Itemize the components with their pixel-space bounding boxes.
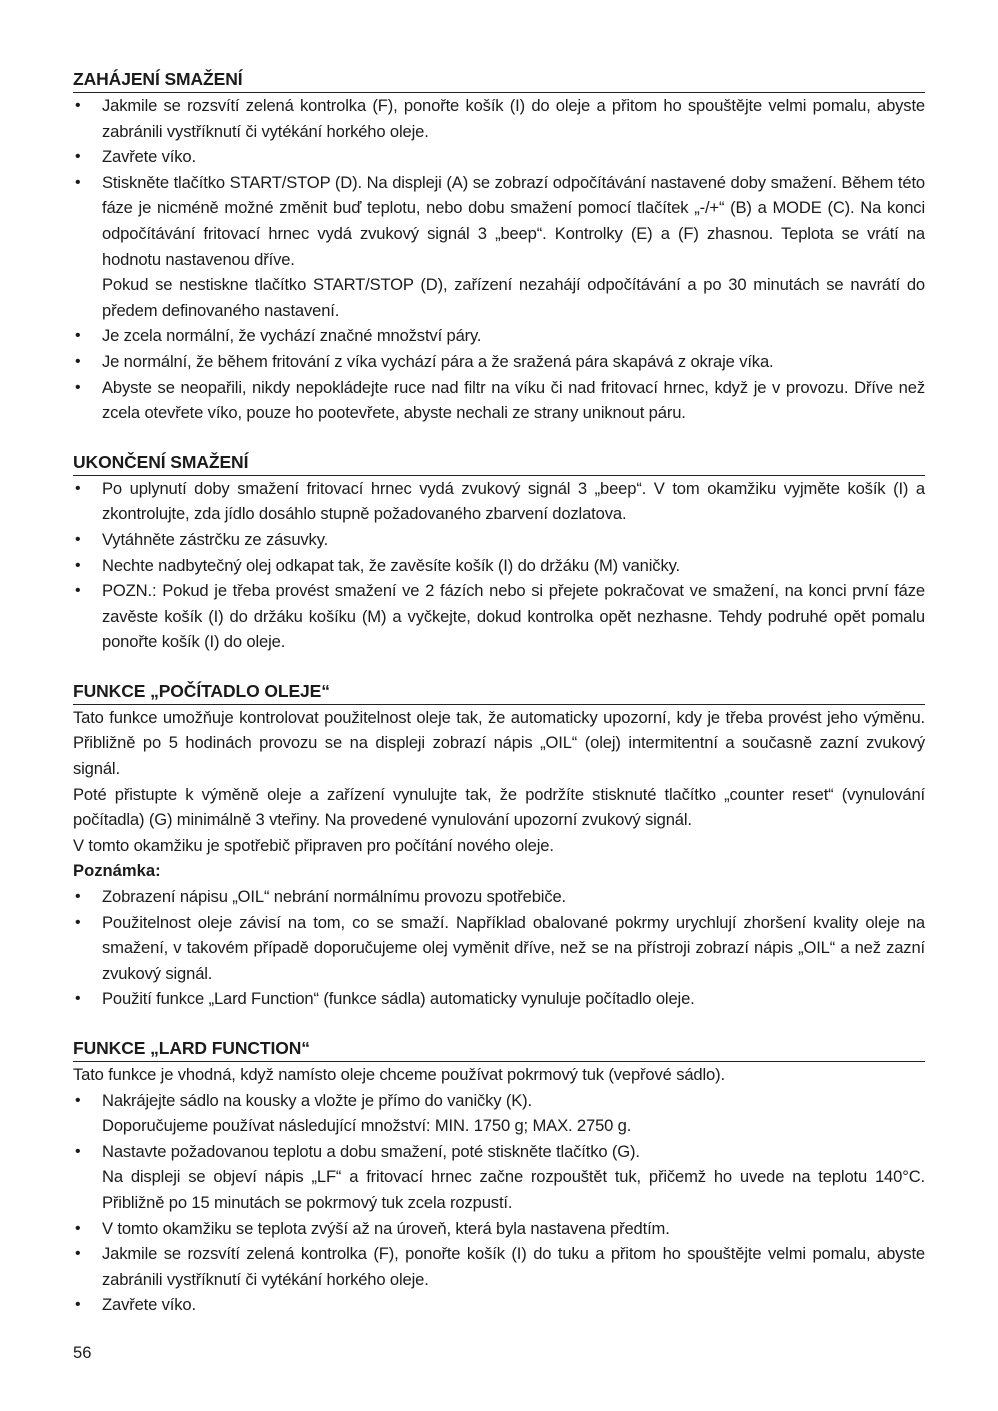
item-text: POZN.: Pokud je třeba provést smažení ve 2 fázích nebo si přejete pokračovat ve smažení, na konci první fáze zavěste košík (I) do držáku košíku (M) a vyčkejte, dokud kontrolka opět nezhasne. Tehdy podruhé opět pomalu ponořte košík (I) do oleje. (102, 581, 925, 652)
item-text: Pokud se nestiskne tlačítko START/STOP (D), zařízení nezahájí odpočítávání a po 30 minutách se navrátí do předem definovaného nastavení. (102, 275, 925, 320)
section-end-frying (73, 449, 925, 655)
item-text: Použití funkce „Lard Function“ (funkce sádla) automaticky vynuluje počítadlo oleje. (102, 989, 695, 1009)
note-title: Poznámka: (73, 861, 161, 881)
list-item (73, 986, 925, 1012)
item-text: Na displeji se objeví nápis „LF“ a fritovací hrnec začne rozpouštět tuk, přičemž ho uvede na teplotu 140°C. Přibližně po 15 minutách se pokrmový tuk zcela rozpustí. (102, 1167, 925, 1212)
item-text: Zavřete víko. (102, 147, 196, 167)
bullet-icon: • (75, 352, 81, 370)
bullet-icon: • (75, 1091, 81, 1109)
bullet-icon: • (75, 173, 81, 191)
bullet-icon: • (75, 378, 81, 396)
bullet-list (73, 1088, 925, 1318)
list-item (73, 527, 925, 553)
list-item (73, 1241, 925, 1292)
item-text: V tomto okamžiku se teplota zvýší až na úroveň, která byla nastavena předtím. (102, 1218, 670, 1238)
bullet-icon: • (75, 479, 81, 497)
bullet-icon: • (75, 913, 81, 931)
list-item (73, 375, 925, 426)
paragraph: Tato funkce je vhodná, když namísto oleje chceme používat pokrmový tuk (vepřové sádlo). (73, 1065, 725, 1084)
item-text: Vytáhněte zástrčku ze zásuvky. (102, 529, 329, 549)
item-text: Je zcela normální, že vychází značné množství páry. (102, 326, 482, 346)
bullet-icon: • (75, 990, 81, 1008)
paragraph: Tato funkce umožňuje kontrolovat použitelnost oleje tak, že automaticky upozorní, kdy je třeba provést jeho výměnu. Přibližně po 5 hodinách provozu se na displeji zobrazí nápis „OIL“ (olej) intermitentní a současně zazní zvukový signál. (73, 707, 925, 779)
bullet-icon: • (75, 327, 81, 345)
bullet-list (73, 884, 925, 1012)
section-oil-counter (73, 678, 925, 1012)
item-text: Jakmile se rozsvítí zelená kontrolka (F), ponořte košík (I) do oleje a přitom ho spouštějte velmi pomalu, abyste zabránili vystříknutí či vytékání horkého oleje. (102, 96, 925, 141)
page-content (73, 66, 925, 1318)
section-start-frying (73, 66, 925, 426)
bullet-icon: • (75, 1142, 81, 1160)
list-item (73, 1216, 925, 1242)
bullet-icon: • (75, 97, 81, 114)
section-heading: UKONČENÍ SMAŽENÍ (73, 449, 925, 476)
section-heading: FUNKCE „LARD FUNCTION“ (73, 1035, 925, 1062)
bullet-icon: • (75, 582, 81, 600)
item-text: Stiskněte tlačítko START/STOP (D). Na displeji (A) se zobrazí odpočítávání nastavené doby smažení. Během této fáze je nicméně možné změnit buď teplotu, nebo dobu smažení pomocí tlačítek „-/+“ (B) a MODE (C). Na konci odpočítávání fritovací hrnec vydá zvukový signál 3 „beep“. Kontrolky (E) a (F) zhasnou. Teplota se vrátí na hodnotu nastavenou dříve. (102, 172, 925, 269)
bullet-list (73, 476, 925, 655)
page-number: 56 (73, 1343, 92, 1362)
list-item (73, 553, 925, 579)
item-text: Je normální, že během fritování z víka vychází pára a že sražená pára skapává z okraje víka. (102, 351, 774, 371)
bullet-icon: • (75, 1245, 81, 1263)
section-heading: FUNKCE „POČÍTADLO OLEJE“ (73, 678, 925, 705)
item-text: Abyste se neopařili, nikdy nepokládejte ruce nad filtr na víku či nad fritovací hrnec, když je v provozu. Dříve než zcela otevřete víko, pouze ho pootevřete, abyste nechali ze strany uniknout páru. (102, 377, 925, 423)
list-item (73, 1139, 925, 1216)
list-item (73, 170, 925, 324)
section-lard-function (73, 1035, 925, 1318)
bullet-icon: • (75, 1296, 81, 1314)
item-text: Zavřete víko. (102, 1295, 196, 1315)
item-text: Zobrazení nápisu „OIL“ nebrání normálnímu provozu spotřebiče. (102, 887, 567, 907)
bullet-icon: • (75, 556, 81, 574)
list-item (73, 323, 925, 349)
item-text: Nechte nadbytečný olej odkapat tak, že zavěsíte košík (I) do držáku (M) vaničky. (102, 555, 680, 575)
list-item (73, 578, 925, 655)
bullet-icon: • (75, 888, 81, 906)
item-text: Doporučujeme používat následující množství: MIN. 1750 g; MAX. 2750 g. (102, 1116, 632, 1136)
bullet-icon: • (75, 530, 81, 548)
list-item (73, 1088, 925, 1139)
list-item (73, 910, 925, 987)
bullet-list (73, 93, 925, 426)
list-item (73, 144, 925, 170)
item-text: Nastavte požadovanou teplotu a dobu smažení, poté stiskněte tlačítko (G). (102, 1141, 640, 1161)
item-text: Jakmile se rozsvítí zelená kontrolka (F), ponořte košík (I) do tuku a přitom ho spouštějte velmi pomalu, abyste zabránili vystříknutí či vytékání horkého oleje. (102, 1244, 925, 1289)
item-text: Nakrájejte sádlo na kousky a vložte je přímo do vaničky (K). (102, 1090, 533, 1110)
list-item (73, 1292, 925, 1318)
bullet-icon: • (75, 148, 81, 166)
item-text: Po uplynutí doby smažení fritovací hrnec vydá zvukový signál 3 „beep“. V tom okamžiku vyjměte košík (I) a zkontrolujte, zda jídlo dosáhlo stupně požadovaného zbarvení dozlatova. (102, 478, 925, 524)
paragraph: V tomto okamžiku je spotřebič připraven pro počítání nového oleje. (73, 835, 554, 855)
section-heading: ZAHÁJENÍ SMAŽENÍ (73, 66, 925, 93)
paragraph: Poté přistupte k výměně oleje a zařízení vynulujte tak, že podržíte stisknuté tlačítko „counter reset“ (vynulování počítadla) (G) minimálně 3 vteřiny. Na provedené vynulování upozorní zvukový signál. (73, 784, 925, 830)
list-item (73, 349, 925, 375)
bullet-icon: • (75, 1219, 81, 1237)
item-text: Použitelnost oleje závisí na tom, co se smaží. Například obalované pokrmy urychlují zhoršení kvality oleje na smažení, v takovém případě doporučujeme olej vyměnit dříve, než se na přístroji zobrazí nápis „OIL“ a než zazní zvukový signál. (102, 912, 925, 983)
list-item (73, 476, 925, 527)
list-item (73, 93, 925, 144)
list-item (73, 884, 925, 910)
